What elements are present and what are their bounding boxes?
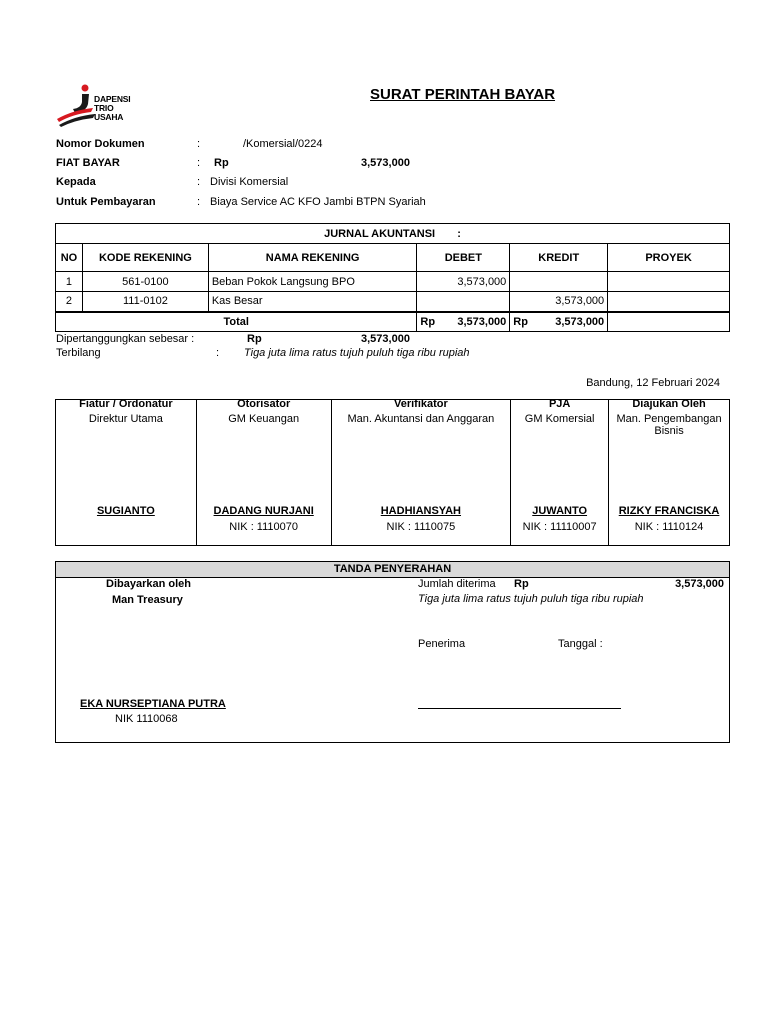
signature-role: Otorisator [237,398,291,410]
jurnal-title-row [56,224,730,244]
logo-text-line-1: DAPENSI [94,94,131,104]
jumlah-diterima-label: Jumlah diterima [418,578,496,590]
signature-position: Man. Akuntansi dan Anggaran [347,413,495,425]
signature-role: PJA [548,398,571,410]
untuk-pembayaran-label: Untuk Pembayaran [56,196,156,208]
row-1-nama: Beban Pokok Langsung BPO [208,272,417,292]
signature-name: HADHIANSYAH [380,505,462,517]
row-1-kredit [510,272,608,292]
dibayarkan-oleh: Dibayarkan oleh [106,578,191,590]
penerima-signature-line [418,708,621,709]
kepada-label: Kepada [56,176,96,188]
total-debet-currency: Rp [420,315,436,328]
signature-name: RIZKY FRANCISKA [618,505,720,517]
total-kredit-cell [510,312,608,332]
fiat-bayar-label: FIAT BAYAR [56,157,120,169]
signature-nik: NIK : 11110007 [522,521,597,533]
treasury-nik: NIK 1110068 [115,713,178,725]
row-2-nama: Kas Besar [208,292,417,312]
col-header-kode-rekening: KODE REKENING [82,244,208,272]
total-row [56,312,730,332]
terbilang-label: Terbilang [56,347,101,359]
fiat-bayar-currency: Rp [214,157,229,169]
signature-table [55,399,730,546]
signature-cell-fiatur [56,400,197,546]
col-header-nama-rekening: NAMA REKENING [208,244,417,272]
table-row [56,292,730,312]
treasury-name: EKA NURSEPTIANA PUTRA [80,698,226,710]
row-1-no: 1 [56,272,83,292]
document-title: SURAT PERINTAH BAYAR [370,86,556,103]
man-treasury: Man Treasury [112,594,183,606]
total-debet-cell [417,312,510,332]
row-1-debet: 3,573,000 [417,272,510,292]
jumlah-terbilang: Tiga juta lima ratus tujuh puluh tiga ribu rupiah [418,593,644,605]
tanda-penyerahan-box [55,561,730,743]
signature-cell-diajukan [609,400,730,546]
signature-name: DADANG NURJANI [213,505,314,517]
nomor-dokumen-value: /Komersial/0224 [243,138,323,150]
total-debet: 3,573,000 [457,315,507,328]
dipertanggungkan-label: Dipertanggungkan sebesar : [56,333,195,345]
nomor-dokumen-label: Nomor Dokumen [56,138,145,150]
total-proyek [608,312,730,332]
row-1-kode: 561-0100 [82,272,208,292]
total-kredit: 3,573,000 [555,315,605,328]
dipertanggungkan-currency: Rp [247,333,262,345]
fiat-bayar-amount: 3,573,000 [361,157,410,169]
total-label: Total [56,312,417,332]
logo-text-line-2: TRIO [94,103,114,113]
penerima-label: Penerima [418,638,466,650]
fiat-bayar-colon: : [197,157,201,169]
signature-cell-verifikator [331,400,511,546]
place-date: Bandung, 12 Februari 2024 [586,377,720,389]
jurnal-title-text: JURNAL AKUNTANSI [324,227,436,240]
signature-position: GM Keuangan [228,413,300,425]
col-header-proyek: PROYEK [608,244,730,272]
jurnal-header-row [56,244,730,272]
jumlah-diterima-currency: Rp [514,578,529,590]
kepada-value: Divisi Komersial [210,176,289,188]
untuk-pembayaran-colon: : [197,196,201,208]
signature-name: JUWANTO [532,505,588,517]
signature-role: Diajukan Oleh [632,398,706,410]
row-2-proyek [608,292,730,312]
col-header-debet: DEBET [417,244,510,272]
tanggal-label: Tanggal : [558,638,603,650]
terbilang-value: Tiga juta lima ratus tujuh puluh tiga ribu rupiah [244,347,470,359]
signature-name: SUGIANTO [96,505,155,517]
untuk-pembayaran-value: Biaya Service AC KFO Jambi BTPN Syariah [210,196,426,208]
signature-nik: NIK : 1110070 [229,521,298,533]
signature-role: Fiatur / Ordonatur [79,398,173,410]
logo-text [94,95,130,122]
row-2-kredit: 3,573,000 [510,292,608,312]
signature-position: GM Komersial [524,413,595,425]
jurnal-akuntansi-table [55,223,730,332]
signature-role: Verifikator [393,398,448,410]
signature-nik: NIK : 1110124 [634,521,704,533]
row-2-debet [417,292,510,312]
row-2-no: 2 [56,292,83,312]
col-header-no: NO [56,244,83,272]
signature-position: Direktur Utama [88,413,163,425]
table-row [56,272,730,292]
signature-nik: NIK : 1110075 [386,521,456,533]
signature-position: Man. Pengembangan Bisnis [616,413,722,437]
terbilang-colon: : [216,347,220,359]
signature-row [56,400,730,546]
jumlah-diterima-amount: 3,573,000 [675,578,724,590]
dipertanggungkan-amount: 3,573,000 [361,333,410,345]
col-header-kredit: KREDIT [510,244,608,272]
row-1-proyek [608,272,730,292]
tanda-penyerahan-title: TANDA PENYERAHAN [56,562,729,578]
logo-text-line-3: USAHA [94,112,124,122]
kepada-colon: : [197,176,201,188]
total-kredit-currency: Rp [513,315,528,328]
jurnal-title-colon: : [457,227,461,240]
row-2-kode: 111-0102 [82,292,208,312]
signature-cell-pja [511,400,609,546]
jurnal-title [56,224,730,244]
nomor-dokumen-colon: : [197,138,201,150]
signature-cell-otorisator [196,400,331,546]
